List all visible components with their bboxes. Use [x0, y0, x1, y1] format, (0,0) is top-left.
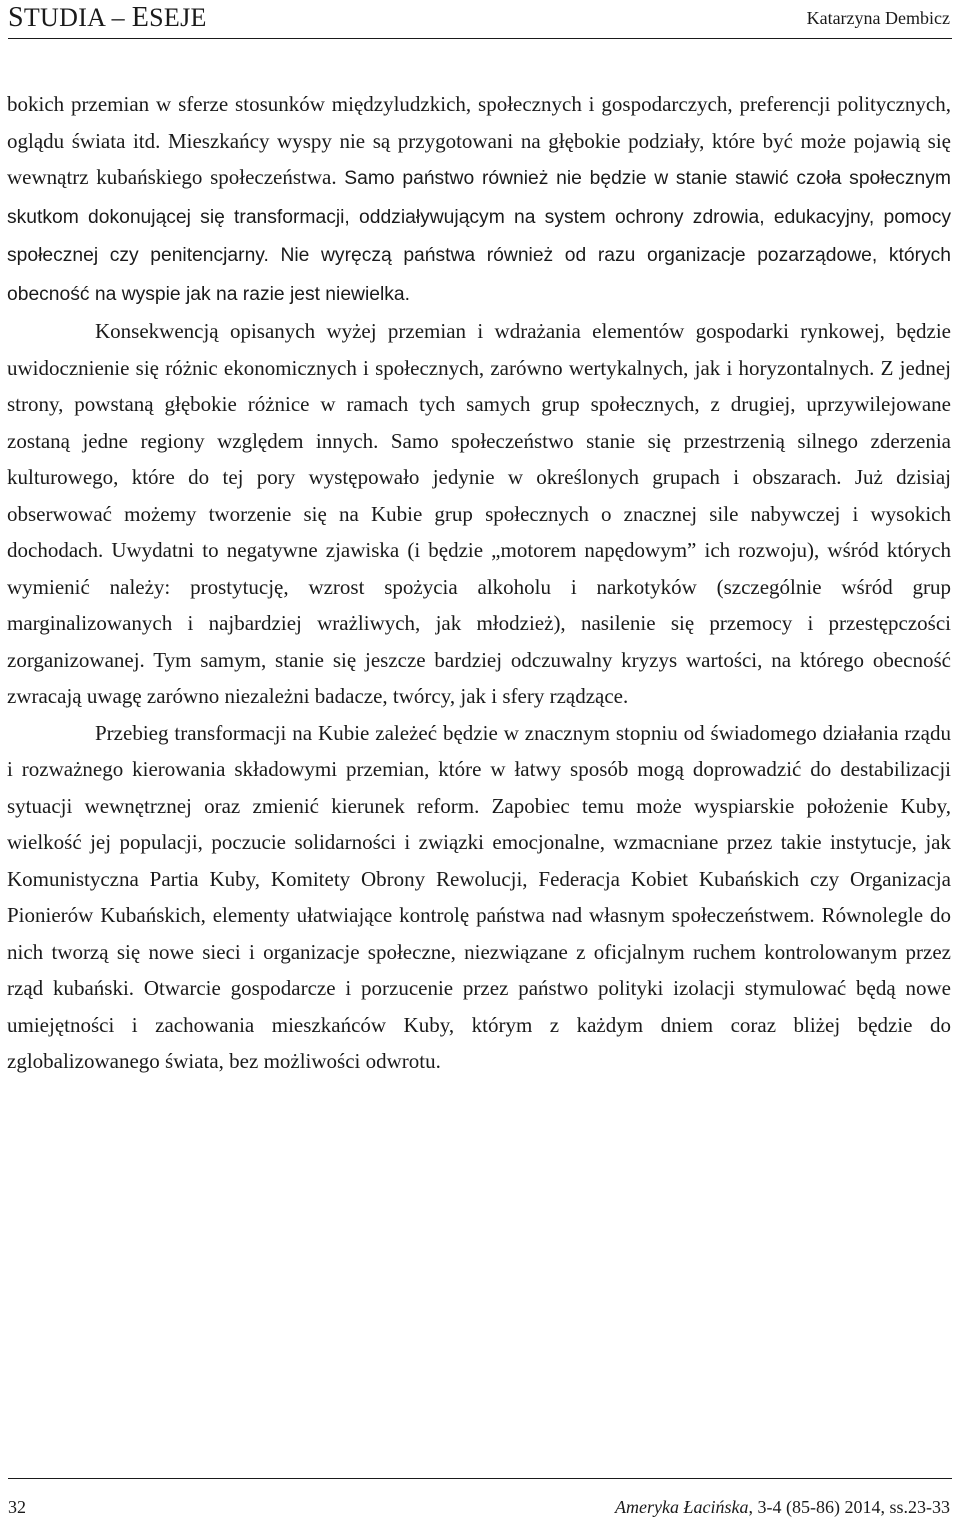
article-body: [7, 86, 951, 1080]
running-footer: [8, 1478, 952, 1519]
journal-title: Ameryka Łacińska: [615, 1497, 749, 1517]
section-title: [8, 2, 207, 34]
section-title-rest-1: TUDIA: [23, 3, 105, 32]
paragraph-1-serif-text: bokich przemian w sferze stosunków międzyludzkich, społecznych i gospodarczych, preferencji politycznych, oglądu świata itd. Mieszkańcy wyspy nie są przygotowani na głębokie podziały, które być może pojawią się wewnątrz kubańskiego społeczeństwa.: [7, 92, 951, 189]
running-header: [8, 0, 952, 40]
paragraph-2: Konsekwencją opisanych wyżej przemian i wdrażania elementów gospodarki rynkowej, będzie uwidocznienie się różnic ekonomicznych i społecznych, zarówno wertykalnych, jak i horyzontalnych. Z jednej strony, powstaną głębokie różnice w ramach tych samych grup społecznych, z drugiej, uprzywilejowane zostaną jedne regiony względem innych. Samo społeczeństwo stanie się przestrzenią silnego zderzenia kulturowego, które do tej pory występowało jedynie w określonych grupach i obszarach. Już dzisiaj obserwować możemy tworzenie się na Kubie grup społecznych o znacznej sile nabywczej i wysokich dochodach. Uwydatni to negatywne zjawiska (i będzie „motorem napędowym” ich rozwoju), wśród których wymienić należy: prostytucję, wzrost spożycia alkoholu i narkotyków (szczególnie wśród grup marginalizowanych i najbardziej wrażliwych, jak młodzież), nasilenie się przemocy i przestępczości zorganizowanej. Tym samym, stanie się jeszcze bardziej odczuwalny kryzys wartości, na którego obecność zwracają uwagę zarówno niezależni badacze, twórcy, jak i sfery rządzące.: [7, 319, 951, 708]
section-title-rest-2: SEJE: [149, 3, 207, 32]
paragraph-1: [7, 86, 951, 313]
paragraph-3: Przebieg transformacji na Kubie zależeć będzie w znacznym stopniu od świadomego działania rządu i rozważnego kierowania składowymi przemian, które w łatwy sposób mogą doprowadzić do destabilizacji sytuacji wewnętrznej oraz zmienić kierunek reform. Zapobiec temu może wyspiarskie położenie Kuby, wielkość jej populacji, poczucie solidarności i związki emocjonalne, wzmacniane przez takie instytucje, jak Komunistyczna Partia Kuby, Komitety Obrony Rewolucji, Federacja Kobiet Kubańskich czy Organizacja Pionierów Kubańskich, elementy ułatwiające kontrolę państwa nad własnym społeczeństwem. Równolegle do nich tworzą się nowe sieci i organizacje społeczne, niezwiązane z oficjalnym ruchem kontrolowanym przez rząd kubański. Otwarcie gospodarcze i porzucenie przez państwo polityki izolacji stymulować będą nowe umiejętności i zachowania mieszkańców Kuby, którym z każdym dniem coraz bliżej będzie do zglobalizowanego świata, bez możliwości odwrotu.: [7, 720, 951, 1073]
page-number: 32: [8, 1497, 26, 1517]
journal-citation: [615, 1497, 950, 1518]
paragraph-1-sans-text: Samo państwo również nie będzie w stanie stawić czoła społecznym skutkom dokonującej się transformacji, oddziaływującym na system ochrony zdrowia, edukacyjny, pomocy społecznej czy penitencjarny. Nie wyręczą państwa również od razu organizacje pozarządowe, których obecność na wyspie jak na razie jest niewielka.: [7, 168, 951, 305]
section-title-initial-1: S: [8, 2, 24, 33]
header-rule: [8, 38, 952, 39]
section-title-initial-2: E: [131, 2, 150, 33]
journal-issue: , 3-4 (85-86) 2014, ss.23-33: [748, 1497, 950, 1517]
author-name: Katarzyna Dembicz: [806, 8, 950, 28]
section-title-dash: –: [104, 3, 132, 32]
